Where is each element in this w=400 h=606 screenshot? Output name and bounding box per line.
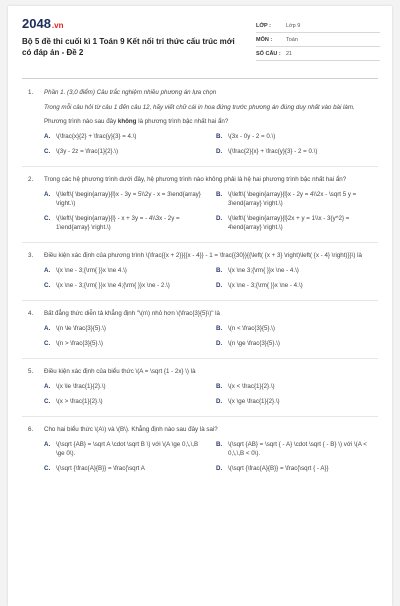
question-separator (22, 416, 378, 417)
meta-label: SỐ CÂU : (256, 50, 281, 57)
option-text: \(x < \frac{1}{2}.\) (228, 383, 275, 390)
option-d[interactable] (216, 339, 378, 348)
option-text: \(\sqrt {AB} = \sqrt { - A} \cdot \sqrt { - B} \) với \(A < 0,\,\,B < 0\). (228, 441, 367, 457)
option-label: D. (216, 148, 223, 155)
option-text: \(x \ge \frac{1}{2}.\) (228, 398, 280, 405)
option-d[interactable] (216, 214, 378, 232)
option-label: A. (44, 133, 51, 140)
option-a[interactable] (44, 382, 206, 391)
option-b[interactable] (216, 266, 378, 275)
page-header (8, 6, 392, 76)
question-3-options (44, 266, 378, 290)
option-c[interactable] (44, 147, 206, 156)
option-b[interactable] (216, 190, 378, 208)
part-heading: Phần 1. (3,0 điểm) Câu trắc nghiệm nhiều phương án lựa chọn (44, 89, 217, 96)
meta-row-count (256, 47, 380, 61)
question-4-options (44, 324, 378, 348)
option-c[interactable] (44, 464, 206, 473)
option-text: \(x > \frac{1}{2}.\) (56, 398, 103, 405)
question-6-options (44, 440, 378, 473)
option-label: C. (44, 282, 51, 289)
question-4 (22, 309, 378, 318)
meta-label: LỚP : (256, 22, 271, 29)
option-text: \(\left\{ \begin{array}{l}2x + y = 1\\x - 3{y^2} = 4\end{array} \right.\) (228, 215, 350, 231)
option-label: D. (216, 282, 223, 289)
option-c[interactable] (44, 281, 206, 290)
meta-value: 21 (286, 50, 293, 57)
question-6 (22, 425, 378, 434)
option-label: D. (216, 215, 223, 222)
option-text: \(\left\{ \begin{array}{l}x - 2y = 4\\2x - \sqrt 5 y = 3\end{array} \right.\) (228, 191, 357, 207)
option-text: \(n < \frac{3}{5}.\) (228, 325, 275, 332)
option-label: B. (216, 383, 223, 390)
option-label: B. (216, 325, 223, 332)
question-text (44, 117, 378, 126)
option-text: \(\sqrt {\frac{A}{B}} = \frac{\sqrt { - A}} (228, 465, 329, 472)
question-number: 1. (28, 89, 34, 96)
option-label: D. (216, 340, 223, 347)
option-c[interactable] (44, 214, 206, 232)
document-page (8, 6, 392, 606)
option-label: D. (216, 465, 223, 472)
option-label: A. (44, 441, 51, 448)
option-text: \(x \ne - 3;{\rm{ }}x \ne 4;{\rm{ }}x \ne - 2.\) (56, 282, 170, 289)
question-3 (22, 251, 378, 260)
option-label: A. (44, 325, 51, 332)
question-text: Điều kiện xác định của phương trình \(\frac{{x + 2}}{{x - 4}} - 1 = \frac{{30}}{{\left( {x + 3} \right)\left( {x - 4} \right)}}\) là (44, 252, 362, 259)
option-label: B. (216, 191, 223, 198)
meta-value: Lớp 9 (286, 22, 301, 29)
meta-label: MÔN : (256, 36, 273, 43)
question-5-options (44, 382, 378, 406)
question-separator (22, 166, 378, 167)
question-text: Bất đẳng thức diễn tả khẳng định "\(n\) nhỏ hơn \(\frac{3}{5}\)" là (44, 310, 220, 317)
site-logo[interactable] (22, 16, 63, 31)
header-divider (22, 78, 378, 79)
option-text: \(x \ne 3;{\rm{ }}x \ne - 4.\) (228, 267, 299, 274)
question-number: 6. (28, 426, 34, 433)
question-5 (22, 367, 378, 376)
option-label: C. (44, 215, 51, 222)
option-text: \(x \ne - 3;{\rm{ }}x \ne - 4.\) (228, 282, 303, 289)
option-b[interactable] (216, 382, 378, 391)
option-text: \(3x - 0y - 2 = 0.\) (228, 133, 276, 140)
option-label: A. (44, 267, 51, 274)
logo-suffix: .vn (51, 21, 64, 30)
option-label: C. (44, 465, 51, 472)
question-1-options (44, 132, 378, 156)
question-text-bold: không (117, 118, 137, 125)
option-b[interactable] (216, 132, 378, 141)
question-2 (22, 175, 378, 184)
option-b[interactable] (216, 324, 378, 333)
question-text: Cho hai biểu thức \(A\) và \(B\). Khẳng định nào sau đây là sai? (44, 426, 218, 433)
question-list (22, 88, 378, 483)
meta-table (256, 19, 380, 61)
option-label: A. (44, 191, 51, 198)
meta-value: Toán (286, 36, 298, 43)
part-instruction: Trong mỗi câu hỏi từ câu 1 đến câu 12, hãy viết chữ cái in hoa đứng trước phương án đúng duy nhất vào bài làm. (44, 104, 355, 111)
option-text: \(\sqrt {AB} = \sqrt A \cdot \sqrt B \) với \(A \ge 0,\,\,B \ge 0\). (56, 441, 199, 457)
question-number: 3. (28, 252, 34, 259)
document-title: Bộ 5 đề thi cuối kì 1 Toán 9 Kết nối tri thức cấu trúc mới có đáp án - Đề 2 (22, 37, 235, 57)
option-label: B. (216, 267, 223, 274)
question-number: 5. (28, 368, 34, 375)
option-d[interactable] (216, 281, 378, 290)
option-label: B. (216, 133, 223, 140)
meta-row-subject (256, 33, 380, 47)
option-text: \(3y - 2z = \frac{1}{2}.\) (56, 148, 119, 155)
option-text: \(x \ne - 3;{\rm{ }}x \ne 4.\) (56, 267, 127, 274)
option-text: \(\frac{2}{x} + \frac{y}{3} - 2 = 0.\) (228, 148, 318, 155)
option-text: \(\left\{ \begin{array}{l} - x + 3y = - 4\\3x - 2y = 1\end{array} \right.\) (56, 215, 180, 231)
option-a[interactable] (44, 266, 206, 275)
option-label: C. (44, 340, 51, 347)
option-label: D. (216, 398, 223, 405)
question-text-pre: Phương trình nào sau đây (44, 118, 118, 125)
option-label: A. (44, 383, 51, 390)
option-d[interactable] (216, 464, 378, 473)
option-c[interactable] (44, 397, 206, 406)
option-c[interactable] (44, 339, 206, 348)
question-text: Điều kiện xác định của biểu thức \(A = \sqrt {1 - 2x} \) là (44, 368, 196, 375)
option-text: \(\frac{x}{2} + \frac{y}{3} = 4.\) (56, 133, 137, 140)
question-number: 2. (28, 176, 34, 183)
option-a[interactable] (44, 440, 206, 458)
option-d[interactable] (216, 147, 378, 156)
option-label: C. (44, 398, 51, 405)
option-text: \(n \le \frac{3}{5}.\) (56, 325, 106, 332)
option-label: B. (216, 441, 223, 448)
option-text: \(n \ge \frac{3}{5}.\) (228, 340, 280, 347)
question-separator (22, 300, 378, 301)
option-text: \(\sqrt {\frac{A}{B}} = \frac{\sqrt A (56, 465, 145, 472)
option-d[interactable] (216, 397, 378, 406)
option-text: \(\left\{ \begin{array}{l}x - 3y = 5\\2y - x = 3\end{array} \right.\) (56, 191, 201, 207)
question-2-options (44, 190, 378, 232)
question-1 (22, 88, 378, 126)
option-b[interactable] (216, 440, 378, 458)
question-text: Trong các hệ phương trình dưới đây, hệ phương trình nào không phải là hệ hai phương trình bậc nhất hai ẩn? (44, 176, 347, 183)
question-text-post: là phương trình bậc nhất hai ẩn? (136, 118, 229, 125)
option-a[interactable] (44, 132, 206, 141)
question-separator (22, 358, 378, 359)
option-text: \(x \le \frac{1}{2}.\) (56, 383, 106, 390)
meta-row-class (256, 19, 380, 33)
option-a[interactable] (44, 324, 206, 333)
logo-main: 2048 (22, 16, 51, 31)
option-text: \(n > \frac{3}{5}.\) (56, 340, 103, 347)
question-separator (22, 242, 378, 243)
question-number: 4. (28, 310, 34, 317)
option-label: C. (44, 148, 51, 155)
option-a[interactable] (44, 190, 206, 208)
